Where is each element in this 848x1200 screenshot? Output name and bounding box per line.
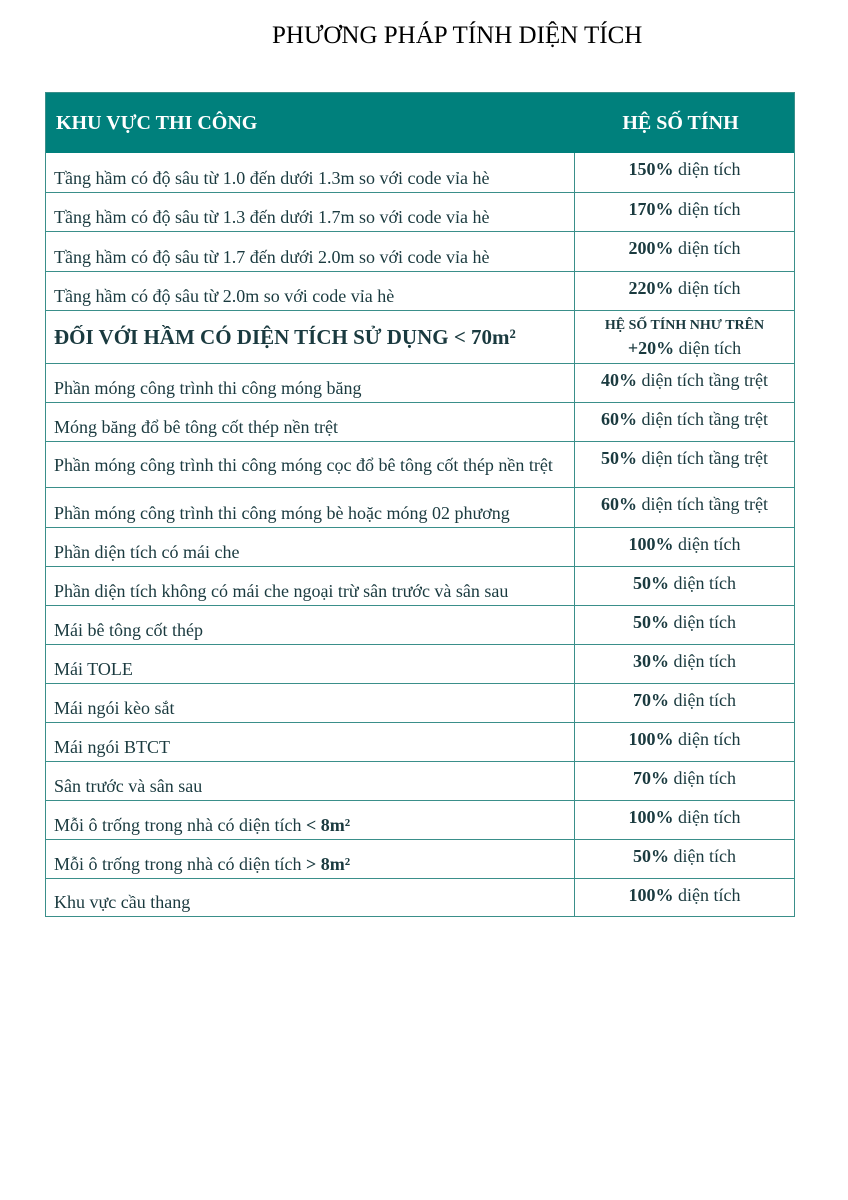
row-area: Mái TOLE bbox=[46, 645, 575, 683]
row-coefficient bbox=[575, 684, 794, 722]
row-pct: 100% bbox=[628, 729, 674, 749]
row-pct: 100% bbox=[628, 534, 674, 554]
row-unit: diện tích bbox=[669, 651, 736, 671]
row-pct: 150% bbox=[628, 159, 674, 179]
row-area: Phần móng công trình thi công móng băng bbox=[46, 364, 575, 402]
row-unit: diện tích tầng trệt bbox=[637, 448, 768, 468]
coefficient-table bbox=[45, 92, 795, 917]
page-title: PHƯƠNG PHÁP TÍNH DIỆN TÍCH bbox=[272, 22, 643, 49]
table-row bbox=[46, 363, 794, 402]
row-area-text: Mỗi ô trống trong nhà có diện tích bbox=[54, 815, 302, 835]
row-pct: 100% bbox=[628, 885, 674, 905]
row-area: Khu vực cầu thang bbox=[46, 879, 575, 916]
row-unit: diện tích bbox=[669, 768, 736, 788]
table-row bbox=[46, 644, 794, 683]
special-pct: +20% bbox=[627, 338, 675, 358]
table-row bbox=[46, 487, 794, 527]
row-pct: 70% bbox=[633, 768, 669, 788]
row-area: Sân trước và sân sau bbox=[46, 762, 575, 800]
row-pct: 100% bbox=[628, 807, 674, 827]
header-coefficient: HỆ SỐ TÍNH bbox=[622, 111, 739, 134]
table-row bbox=[46, 605, 794, 644]
row-coefficient bbox=[575, 528, 794, 566]
row-area-text: Mỗi ô trống trong nhà có diện tích bbox=[54, 854, 302, 874]
row-area: Tầng hầm có độ sâu từ 2.0m so với code vỉa hè bbox=[46, 272, 575, 310]
special-coefficient bbox=[575, 311, 794, 363]
row-pct: 200% bbox=[628, 238, 674, 258]
row-coefficient bbox=[575, 879, 794, 916]
table-row bbox=[46, 683, 794, 722]
row-coefficient bbox=[575, 840, 794, 878]
row-coefficient bbox=[575, 232, 794, 271]
row-unit: diện tích bbox=[673, 238, 741, 258]
row-pct: 50% bbox=[633, 612, 669, 632]
row-coefficient bbox=[575, 762, 794, 800]
row-coefficient bbox=[575, 723, 794, 761]
row-area: Phần diện tích không có mái che ngoại trừ sân trước và sân sau bbox=[46, 567, 575, 605]
row-unit: diện tích bbox=[669, 573, 736, 593]
row-unit: diện tích tầng trệt bbox=[637, 370, 768, 390]
row-coefficient bbox=[575, 364, 794, 402]
special-line1: HỆ SỐ TÍNH NHƯ TRÊN bbox=[604, 318, 765, 333]
row-area: Tầng hầm có độ sâu từ 1.3 đến dưới 1.7m so với code vỉa hè bbox=[46, 193, 575, 231]
row-unit: diện tích bbox=[673, 159, 741, 179]
row-coefficient bbox=[575, 442, 794, 487]
row-unit: diện tích bbox=[673, 729, 741, 749]
row-unit: diện tích bbox=[673, 807, 741, 827]
row-pct: 60% bbox=[601, 494, 638, 514]
row-coefficient bbox=[575, 567, 794, 605]
row-unit: diện tích bbox=[669, 612, 736, 632]
special-unit: diện tích bbox=[674, 338, 742, 358]
table-row bbox=[46, 527, 794, 566]
row-coefficient bbox=[575, 153, 794, 192]
row-coefficient bbox=[575, 193, 794, 231]
row-pct: 70% bbox=[633, 690, 669, 710]
row-pct: 40% bbox=[601, 370, 638, 390]
special-area: ĐỐI VỚI HẦM CÓ DIỆN TÍCH SỬ DỤNG < 70m² bbox=[46, 311, 575, 363]
row-pct: 50% bbox=[633, 573, 669, 593]
row-unit: diện tích tầng trệt bbox=[637, 409, 768, 429]
row-coefficient bbox=[575, 488, 794, 527]
row-coefficient bbox=[575, 403, 794, 441]
row-area: Móng băng đổ bê tông cốt thép nền trệt bbox=[46, 403, 575, 441]
row-area: Tầng hầm có độ sâu từ 1.0 đến dưới 1.3m so với code vỉa hè bbox=[46, 153, 575, 192]
table-row bbox=[46, 441, 794, 487]
table-row bbox=[46, 800, 794, 839]
row-pct: 30% bbox=[633, 651, 669, 671]
table-row bbox=[46, 271, 794, 310]
row-area: Mái ngói kèo sắt bbox=[46, 684, 575, 722]
row-area: Phần móng công trình thi công móng cọc đổ bê tông cốt thép nền trệt bbox=[46, 442, 575, 487]
row-unit: diện tích bbox=[673, 885, 741, 905]
row-unit: diện tích bbox=[669, 846, 736, 866]
header-area: KHU VỰC THI CÔNG bbox=[56, 111, 258, 134]
row-unit: diện tích bbox=[673, 199, 741, 219]
special-row bbox=[46, 310, 794, 363]
table-row bbox=[46, 192, 794, 231]
row-pct: 220% bbox=[628, 278, 674, 298]
row-area-bold: > 8m² bbox=[305, 854, 351, 874]
row-area: Mái bê tông cốt thép bbox=[46, 606, 575, 644]
row-unit: diện tích bbox=[669, 690, 736, 710]
row-area: Phần móng công trình thi công móng bè hoặc móng 02 phương bbox=[46, 488, 575, 527]
row-area-bold: < 8m² bbox=[305, 815, 351, 835]
row-coefficient bbox=[575, 645, 794, 683]
row-unit: diện tích bbox=[673, 278, 741, 298]
row-area bbox=[46, 801, 575, 839]
row-pct: 50% bbox=[633, 846, 669, 866]
row-unit: diện tích bbox=[673, 534, 741, 554]
row-unit: diện tích tầng trệt bbox=[637, 494, 768, 514]
row-area: Phần diện tích có mái che bbox=[46, 528, 575, 566]
row-pct: 50% bbox=[601, 448, 638, 468]
table-row bbox=[46, 153, 794, 192]
table-header bbox=[46, 93, 794, 153]
table-row bbox=[46, 761, 794, 800]
row-area: Mái ngói BTCT bbox=[46, 723, 575, 761]
row-coefficient bbox=[575, 801, 794, 839]
row-coefficient bbox=[575, 272, 794, 310]
row-pct: 170% bbox=[628, 199, 674, 219]
table-row bbox=[46, 231, 794, 271]
table-row bbox=[46, 722, 794, 761]
table-row bbox=[46, 566, 794, 605]
row-area bbox=[46, 840, 575, 878]
table-row bbox=[46, 878, 794, 916]
row-area: Tầng hầm có độ sâu từ 1.7 đến dưới 2.0m so với code vỉa hè bbox=[46, 232, 575, 271]
row-pct: 60% bbox=[601, 409, 638, 429]
row-coefficient bbox=[575, 606, 794, 644]
table-row bbox=[46, 839, 794, 878]
title-container bbox=[0, 22, 848, 50]
table-row bbox=[46, 402, 794, 441]
